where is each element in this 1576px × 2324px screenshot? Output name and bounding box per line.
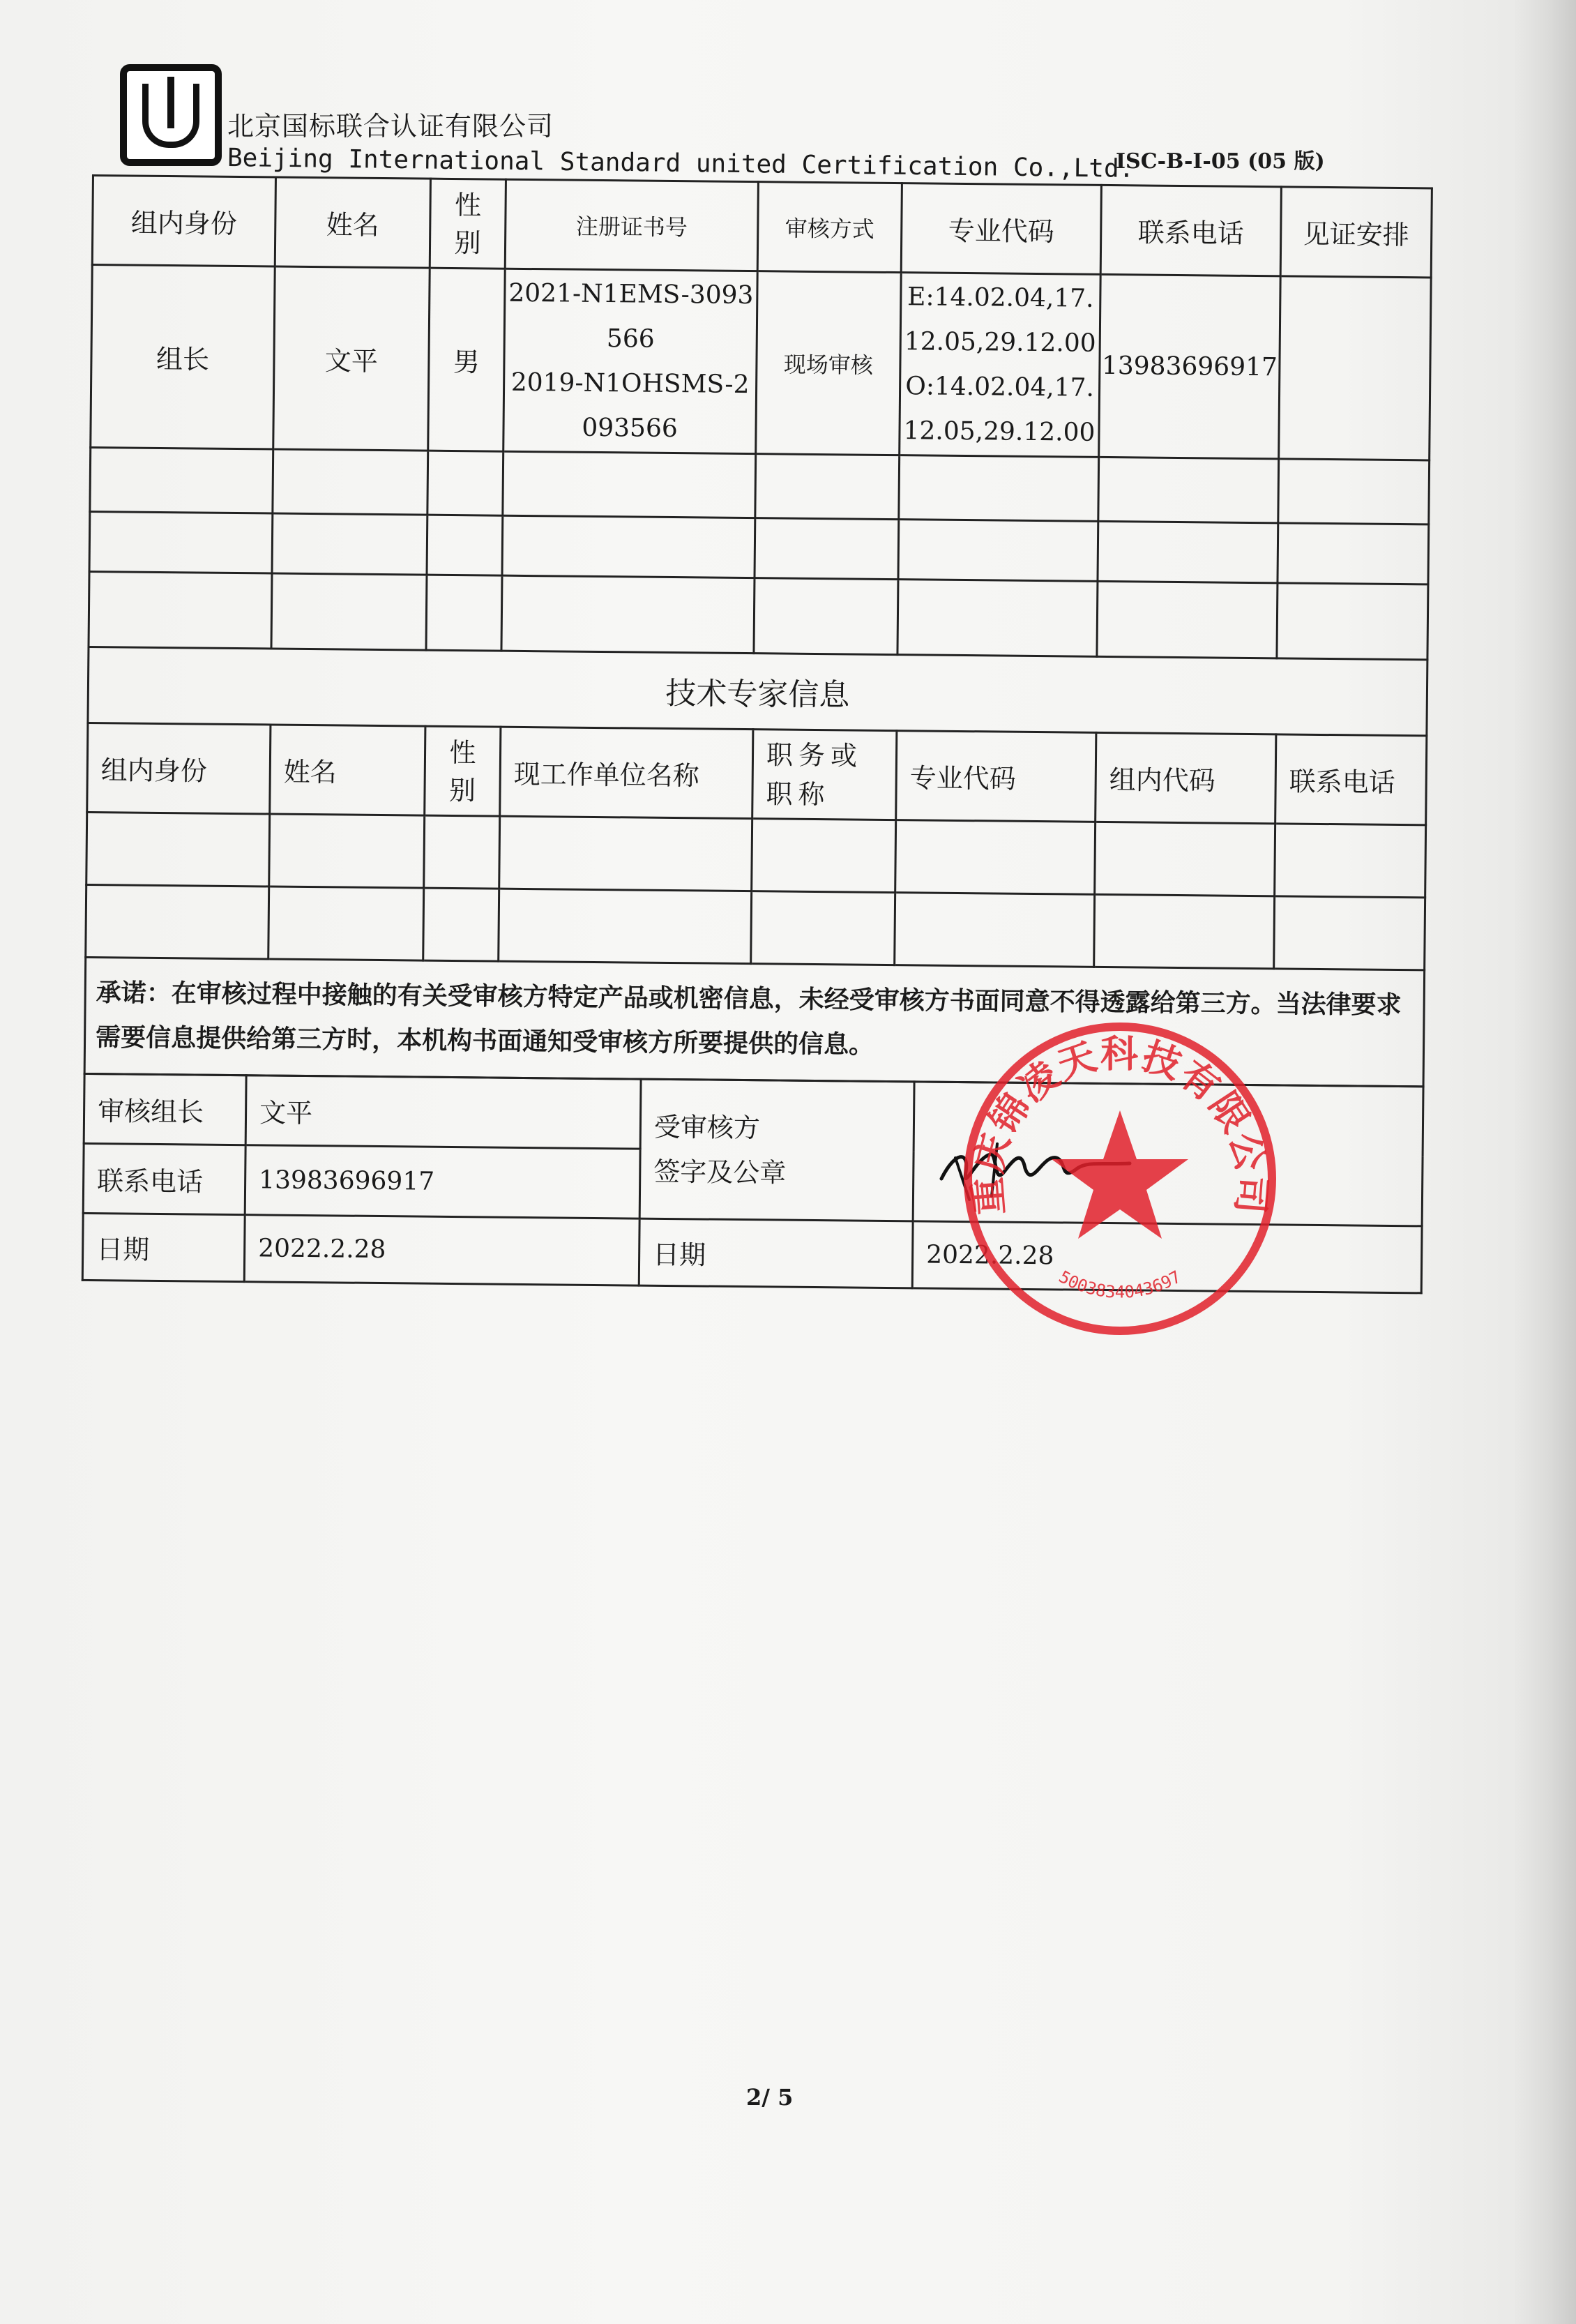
seal-star [1052,1110,1188,1239]
header-phone: 联系电话 [1100,185,1281,276]
header-role: 组内身份 [92,176,275,267]
expert-header-title [752,730,897,820]
cert-line: 2019-N1OHSMS-2 [510,368,750,399]
expert-header-gender [425,726,501,816]
header-code: 专业代码 [901,183,1101,275]
row-gender: 男 [428,268,506,451]
logo-bar-shape [167,77,174,128]
table-row-empty [86,812,1426,897]
expert-header-org: 现工作单位名称 [500,727,753,818]
leader-value: 文平 [245,1076,641,1149]
page-number: 2/ 5 [746,2084,794,2111]
row-name: 文平 [273,266,430,451]
expert-header-group-code: 组内代码 [1096,732,1276,823]
row-code [900,273,1101,458]
header-method: 审核方式 [757,182,902,273]
company-name-cn: 北京国标联合认证有限公司 [227,111,554,142]
expert-header-code: 专业代码 [896,731,1096,822]
row-witness [1279,276,1432,460]
seal-number: 5003834043697 [1055,1267,1185,1302]
cert-line: 2021-N1EMS-3093 [508,278,754,310]
expert-section-title: 技术专家信息 [88,647,1427,735]
date-label: 日期 [82,1213,245,1281]
phone-label: 联系电话 [83,1143,245,1214]
expert-header-role: 组内身份 [87,723,271,814]
date-value-2: 2022.2.28 [912,1221,1422,1293]
table-row-empty [89,571,1428,659]
team-header-row [92,176,1432,278]
auditee-label [639,1079,914,1221]
audit-team-table [84,174,1433,1087]
company-logo [120,64,222,166]
expert-header-gender-text: 性别 [448,737,476,806]
table-row [91,265,1431,460]
expert-section-row [88,647,1427,735]
code-line: E:14.02.04,17. [907,282,1094,313]
row-phone: 13983696917 [1099,274,1281,458]
auditee-label-line: 签字及公章 [653,1156,787,1189]
header-witness: 见证安排 [1280,187,1432,278]
expert-header-phone: 联系电话 [1275,734,1427,825]
leader-label: 审核组长 [84,1073,246,1145]
row-role: 组长 [91,265,275,450]
code-line: O:14.02.04,17. [905,371,1095,402]
header-cert: 注册证书号 [505,179,758,271]
header-gender-text: 性别 [454,189,482,258]
table-row-empty [86,884,1425,969]
date-label-2: 日期 [639,1218,913,1288]
header-name: 姓名 [275,177,430,268]
expert-header-row [87,723,1427,824]
cert-line: 093566 [582,413,678,443]
expert-header-title-text: 职务或职称 [766,739,863,810]
page-edge-shadow [1513,0,1576,2324]
code-line: 12.05,29.12.00 [903,416,1096,447]
code-line: 12.05,29.12.00 [904,326,1096,358]
row-method: 现场审核 [756,271,902,455]
phone-value: 13983696917 [245,1145,640,1218]
company-name-en: Beijing International Standard united Certification Co.,Ltd. [227,144,1135,183]
date-value: 2022.2.28 [244,1215,639,1285]
header-gender [430,179,506,269]
promise-text: 承诺：在审核过程中接触的有关受审核方特定产品或机密信息，未经受审核方书面同意不得透露给第三方。当法律要求需要信息提供给第三方时，本机构书面通知受审核方所要提供的信息。 [84,957,1425,1086]
auditee-label-line: 受审核方 [653,1111,761,1143]
row-cert [503,269,757,453]
cert-line: 566 [606,324,655,354]
expert-header-name: 姓名 [270,725,425,815]
svg-text:5003834043697 [1056,1267,1185,1301]
form-code: ISC-B-I-05 (05 版) [1116,149,1325,174]
seal-text: 重庆锦凌天科技有限公司 [965,1032,1275,1217]
company-seal [961,1020,1279,1338]
